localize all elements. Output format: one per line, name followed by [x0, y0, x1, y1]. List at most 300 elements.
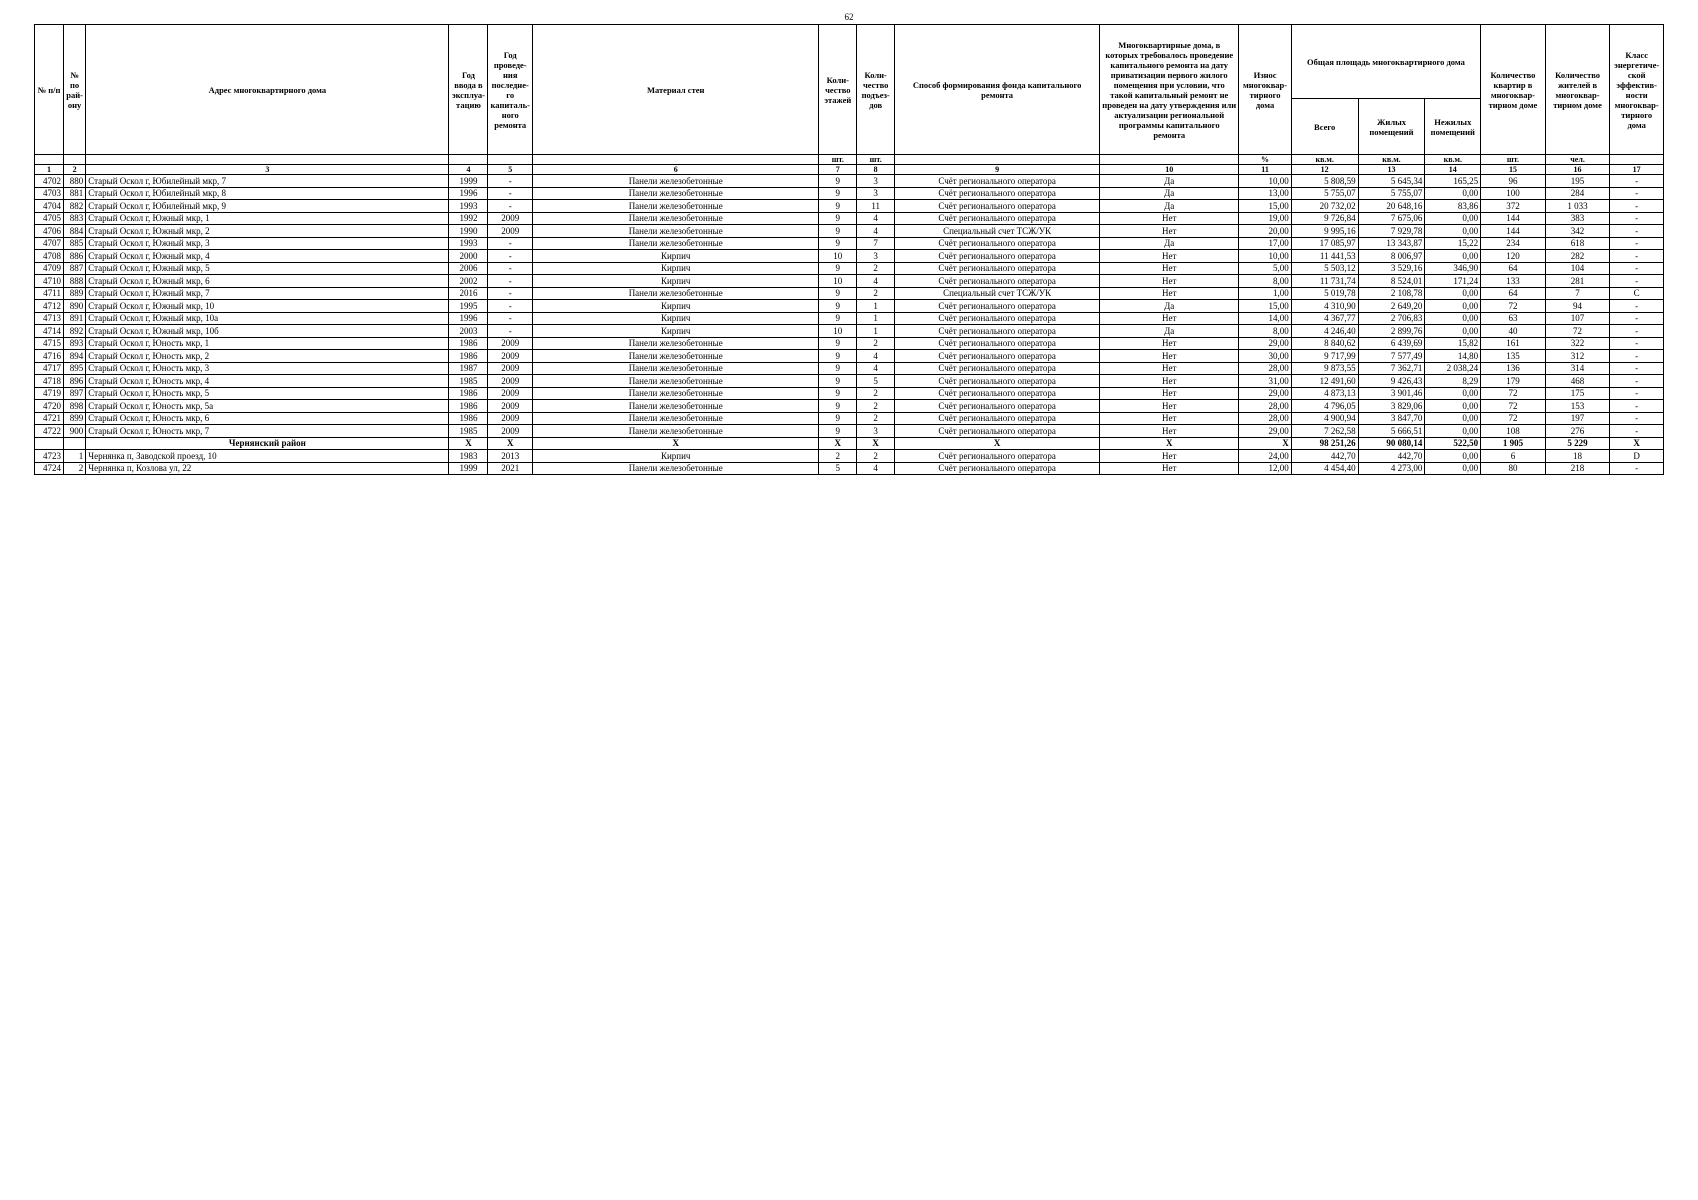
- cell-area-total: 4 310,90: [1291, 300, 1358, 313]
- cell-area-total: 20 732,02: [1291, 200, 1358, 213]
- cell-year-built: 1999: [449, 462, 488, 475]
- cell-entrances: 1: [857, 312, 895, 325]
- page-number: 62: [844, 12, 854, 22]
- unit-wear: %: [1239, 155, 1291, 165]
- cell-fund: Счёт регионального оператора: [895, 262, 1100, 275]
- header-year-repair: Год проведе-ния последне-го капиталь-ного ремонта: [488, 25, 533, 155]
- cell-fund: Счёт регионального оператора: [895, 462, 1100, 475]
- cell-entrances: 2: [857, 400, 895, 413]
- cell-district-num: 893: [63, 337, 85, 350]
- cell-wear: 28,00: [1239, 362, 1291, 375]
- cell-year-repair: 2009: [488, 400, 533, 413]
- cell-district-num: 898: [63, 400, 85, 413]
- cell-area-living: 20 648,16: [1358, 200, 1425, 213]
- cell-npp: [35, 437, 64, 450]
- cell-energy-class: -: [1610, 412, 1664, 425]
- cell-energy-class: -: [1610, 212, 1664, 225]
- cell-residents: 281: [1545, 275, 1610, 288]
- cell-floors: 9: [819, 200, 857, 213]
- cell-wall-material: Кирпич: [533, 300, 819, 313]
- cell-area-total: 5 019,78: [1291, 287, 1358, 300]
- header-npp: № п/п: [35, 25, 64, 155]
- cell-area-nonliving: 83,86: [1425, 200, 1481, 213]
- cell-wall-material: Кирпич: [533, 325, 819, 338]
- cell-repair-required: Нет: [1100, 337, 1239, 350]
- cell-fund: Счёт регионального оператора: [895, 300, 1100, 313]
- cell-year-built: 1990: [449, 225, 488, 238]
- cell-entrances: 4: [857, 362, 895, 375]
- cell-entrances: 4: [857, 225, 895, 238]
- cell-area-nonliving: 0,00: [1425, 387, 1481, 400]
- cell-area-living: 90 080,14: [1358, 437, 1425, 450]
- cell-year-built: 1986: [449, 387, 488, 400]
- unit-area-total: кв.м.: [1291, 155, 1358, 165]
- cell-fund: Счёт регионального оператора: [895, 312, 1100, 325]
- cell-address: Старый Оскол г, Юность мкр, 4: [86, 375, 449, 388]
- cell-year-built: 1996: [449, 312, 488, 325]
- cell-fund: Счёт регионального оператора: [895, 387, 1100, 400]
- cell-wall-material: Панели железобетонные: [533, 237, 819, 250]
- cell-area-total: 4 246,40: [1291, 325, 1358, 338]
- cell-energy-class: -: [1610, 375, 1664, 388]
- header-year-built: Год ввода в эксплуа-тацию: [449, 25, 488, 155]
- col-number: 17: [1610, 165, 1664, 175]
- cell-energy-class: -: [1610, 250, 1664, 263]
- cell-area-total: 4 873,13: [1291, 387, 1358, 400]
- cell-area-living: 7 675,06: [1358, 212, 1425, 225]
- cell-district-num: 896: [63, 375, 85, 388]
- cell-energy-class: -: [1610, 187, 1664, 200]
- cell-npp: 4707: [35, 237, 64, 250]
- district-row: [35, 437, 1664, 450]
- cell-address: Старый Оскол г, Южный мкр, 10: [86, 300, 449, 313]
- cell-year-built: 2016: [449, 287, 488, 300]
- cell-wear: 14,00: [1239, 312, 1291, 325]
- cell-wall-material: Кирпич: [533, 262, 819, 275]
- cell-area-total: 442,70: [1291, 450, 1358, 463]
- cell-npp: 4709: [35, 262, 64, 275]
- table-row: [35, 350, 1664, 363]
- cell-entrances: 3: [857, 425, 895, 438]
- cell-npp: 4716: [35, 350, 64, 363]
- cell-address: Старый Оскол г, Южный мкр, 10а: [86, 312, 449, 325]
- cell-residents: 284: [1545, 187, 1610, 200]
- cell-apartments: 372: [1481, 200, 1546, 213]
- col-number: 9: [895, 165, 1100, 175]
- cell-fund: Специальный счет ТСЖ/УК: [895, 225, 1100, 238]
- cell-area-total: 9 995,16: [1291, 225, 1358, 238]
- cell-area-nonliving: 522,50: [1425, 437, 1481, 450]
- cell-area-living: 2 649,20: [1358, 300, 1425, 313]
- cell-wall-material: Панели железобетонные: [533, 412, 819, 425]
- cell-floors: 9: [819, 425, 857, 438]
- cell-district-num: 888: [63, 275, 85, 288]
- cell-year-built: 1986: [449, 400, 488, 413]
- cell-floors: 9: [819, 225, 857, 238]
- col-number: 3: [86, 165, 449, 175]
- cell-wall-material: Панели железобетонные: [533, 362, 819, 375]
- cell-energy-class: -: [1610, 462, 1664, 475]
- header-residents: Количество жителей в многоквар-тирном доме: [1545, 25, 1610, 155]
- cell-floors: 9: [819, 237, 857, 250]
- cell-year-built: 1985: [449, 425, 488, 438]
- cell-wear: 1,00: [1239, 287, 1291, 300]
- cell-floors: 9: [819, 312, 857, 325]
- cell-wall-material: X: [533, 437, 819, 450]
- cell-npp: 4720: [35, 400, 64, 413]
- cell-area-living: 5 645,34: [1358, 175, 1425, 188]
- cell-fund: Счёт регионального оператора: [895, 212, 1100, 225]
- cell-residents: 72: [1545, 325, 1610, 338]
- cell-year-repair: 2009: [488, 375, 533, 388]
- cell-energy-class: -: [1610, 262, 1664, 275]
- cell-address: Старый Оскол г, Юность мкр, 2: [86, 350, 449, 363]
- col-number: 14: [1425, 165, 1481, 175]
- cell-entrances: 2: [857, 262, 895, 275]
- cell-wear: 13,00: [1239, 187, 1291, 200]
- cell-year-repair: 2009: [488, 337, 533, 350]
- cell-apartments: 80: [1481, 462, 1546, 475]
- cell-district-num: 889: [63, 287, 85, 300]
- cell-residents: 18: [1545, 450, 1610, 463]
- cell-area-nonliving: 14,80: [1425, 350, 1481, 363]
- cell-apartments: 133: [1481, 275, 1546, 288]
- header-fund: Способ формирования фонда капитального ремонта: [895, 25, 1100, 155]
- cell-year-repair: 2021: [488, 462, 533, 475]
- cell-area-total: 5 808,59: [1291, 175, 1358, 188]
- cell-floors: 9: [819, 362, 857, 375]
- cell-apartments: 72: [1481, 400, 1546, 413]
- table-row: [35, 450, 1664, 463]
- cell-area-total: 7 262,58: [1291, 425, 1358, 438]
- cell-year-repair: -: [488, 300, 533, 313]
- cell-apartments: 6: [1481, 450, 1546, 463]
- cell-residents: 276: [1545, 425, 1610, 438]
- cell-repair-required: Нет: [1100, 412, 1239, 425]
- cell-area-nonliving: 15,22: [1425, 237, 1481, 250]
- header-wall-material: Материал стен: [533, 25, 819, 155]
- cell-area-living: 2 899,76: [1358, 325, 1425, 338]
- cell-floors: 5: [819, 462, 857, 475]
- cell-address: Старый Оскол г, Юбилейный мкр, 9: [86, 200, 449, 213]
- cell-area-nonliving: 171,24: [1425, 275, 1481, 288]
- cell-year-built: 2006: [449, 262, 488, 275]
- cell-npp: 4714: [35, 325, 64, 338]
- table-row: [35, 425, 1664, 438]
- table-row: [35, 200, 1664, 213]
- cell-floors: 9: [819, 287, 857, 300]
- cell-year-repair: -: [488, 262, 533, 275]
- cell-address: Чернянка п, Козлова ул, 22: [86, 462, 449, 475]
- table-row: [35, 362, 1664, 375]
- cell-year-built: 1985: [449, 375, 488, 388]
- housing-register-table: [34, 24, 1664, 475]
- cell-apartments: 144: [1481, 212, 1546, 225]
- table-row: [35, 387, 1664, 400]
- cell-repair-required: Да: [1100, 187, 1239, 200]
- cell-year-repair: 2009: [488, 425, 533, 438]
- cell-floors: 10: [819, 325, 857, 338]
- cell-residents: 1 033: [1545, 200, 1610, 213]
- header-floors: Коли-чество этажей: [819, 25, 857, 155]
- cell-fund: Счёт регионального оператора: [895, 425, 1100, 438]
- cell-residents: 618: [1545, 237, 1610, 250]
- cell-fund: Счёт регионального оператора: [895, 350, 1100, 363]
- cell-year-repair: 2009: [488, 212, 533, 225]
- table-row: [35, 175, 1664, 188]
- cell-area-nonliving: 0,00: [1425, 250, 1481, 263]
- header-area-living: Жилых помещений: [1358, 99, 1425, 155]
- cell-year-repair: -: [488, 250, 533, 263]
- cell-area-living: 7 362,71: [1358, 362, 1425, 375]
- cell-energy-class: -: [1610, 312, 1664, 325]
- cell-npp: 4715: [35, 337, 64, 350]
- cell-wall-material: Панели железобетонные: [533, 200, 819, 213]
- cell-npp: 4713: [35, 312, 64, 325]
- header-apartments: Количество квартир в многоквар-тирном доме: [1481, 25, 1546, 155]
- cell-residents: 153: [1545, 400, 1610, 413]
- cell-fund: Счёт регионального оператора: [895, 362, 1100, 375]
- cell-repair-required: Нет: [1100, 250, 1239, 263]
- unit-entrances: шт.: [857, 155, 895, 165]
- cell-year-built: 1986: [449, 350, 488, 363]
- cell-repair-required: Нет: [1100, 425, 1239, 438]
- cell-address: Старый Оскол г, Южный мкр, 3: [86, 237, 449, 250]
- cell-wear: X: [1239, 437, 1291, 450]
- cell-residents: 94: [1545, 300, 1610, 313]
- cell-energy-class: -: [1610, 300, 1664, 313]
- table-row: [35, 312, 1664, 325]
- cell-wear: 20,00: [1239, 225, 1291, 238]
- cell-address: Чернянка п, Заводской проезд, 10: [86, 450, 449, 463]
- cell-area-living: 9 426,43: [1358, 375, 1425, 388]
- cell-repair-required: Нет: [1100, 225, 1239, 238]
- header-area-nonliving: Нежилых помещений: [1425, 99, 1481, 155]
- cell-residents: 282: [1545, 250, 1610, 263]
- cell-area-nonliving: 0,00: [1425, 412, 1481, 425]
- cell-energy-class: -: [1610, 325, 1664, 338]
- cell-wear: 8,00: [1239, 325, 1291, 338]
- cell-wear: 5,00: [1239, 262, 1291, 275]
- cell-energy-class: -: [1610, 225, 1664, 238]
- cell-area-total: 17 085,97: [1291, 237, 1358, 250]
- cell-repair-required: Нет: [1100, 450, 1239, 463]
- cell-floors: 9: [819, 375, 857, 388]
- cell-fund: Счёт регионального оператора: [895, 175, 1100, 188]
- cell-wear: 19,00: [1239, 212, 1291, 225]
- cell-year-built: 1993: [449, 237, 488, 250]
- cell-wear: 8,00: [1239, 275, 1291, 288]
- cell-residents: 175: [1545, 387, 1610, 400]
- cell-repair-required: Нет: [1100, 275, 1239, 288]
- cell-apartments: 72: [1481, 412, 1546, 425]
- cell-year-built: 2003: [449, 325, 488, 338]
- cell-area-total: 11 441,53: [1291, 250, 1358, 263]
- cell-wall-material: Панели железобетонные: [533, 425, 819, 438]
- cell-floors: 9: [819, 337, 857, 350]
- table-row: [35, 375, 1664, 388]
- cell-floors: 9: [819, 175, 857, 188]
- cell-area-nonliving: 8,29: [1425, 375, 1481, 388]
- cell-repair-required: Нет: [1100, 350, 1239, 363]
- cell-repair-required: Нет: [1100, 262, 1239, 275]
- table-row: [35, 187, 1664, 200]
- cell-area-living: 5 666,51: [1358, 425, 1425, 438]
- cell-repair-required: Да: [1100, 325, 1239, 338]
- cell-floors: 9: [819, 400, 857, 413]
- cell-energy-class: X: [1610, 437, 1664, 450]
- cell-wear: 12,00: [1239, 462, 1291, 475]
- cell-residents: 322: [1545, 337, 1610, 350]
- cell-area-total: 4 454,40: [1291, 462, 1358, 475]
- cell-area-total: 11 731,74: [1291, 275, 1358, 288]
- cell-year-repair: 2009: [488, 362, 533, 375]
- cell-energy-class: -: [1610, 337, 1664, 350]
- header-repair-required: Многоквартирные дома, в которых требовалось проведение капитального ремонта на дату приватизации первого жилого помещения при условии, что такой капитальный ремонт не проведен на дату утверждения или актуализации региональной программы капитального ремонта: [1100, 25, 1239, 155]
- cell-area-nonliving: 0,00: [1425, 312, 1481, 325]
- cell-wear: 31,00: [1239, 375, 1291, 388]
- cell-year-repair: -: [488, 312, 533, 325]
- col-number: 5: [488, 165, 533, 175]
- cell-npp: 4717: [35, 362, 64, 375]
- cell-floors: 9: [819, 350, 857, 363]
- cell-entrances: 2: [857, 450, 895, 463]
- table-row: [35, 212, 1664, 225]
- cell-district-num: 890: [63, 300, 85, 313]
- cell-year-built: 2002: [449, 275, 488, 288]
- cell-year-repair: -: [488, 275, 533, 288]
- cell-energy-class: С: [1610, 287, 1664, 300]
- cell-area-total: 4 796,05: [1291, 400, 1358, 413]
- cell-area-living: 3 847,70: [1358, 412, 1425, 425]
- cell-address: Старый Оскол г, Южный мкр, 10б: [86, 325, 449, 338]
- cell-year-repair: -: [488, 325, 533, 338]
- cell-wall-material: Панели железобетонные: [533, 387, 819, 400]
- cell-area-total: 98 251,26: [1291, 437, 1358, 450]
- cell-wall-material: Кирпич: [533, 250, 819, 263]
- cell-repair-required: Нет: [1100, 387, 1239, 400]
- cell-area-total: 9 873,55: [1291, 362, 1358, 375]
- cell-wall-material: Панели железобетонные: [533, 187, 819, 200]
- cell-fund: Специальный счет ТСЖ/УК: [895, 287, 1100, 300]
- cell-address: Чернянский район: [86, 437, 449, 450]
- cell-wear: 10,00: [1239, 175, 1291, 188]
- col-number: 8: [857, 165, 895, 175]
- cell-npp: 4722: [35, 425, 64, 438]
- cell-wall-material: Кирпич: [533, 312, 819, 325]
- cell-area-living: 7 577,49: [1358, 350, 1425, 363]
- cell-entrances: 4: [857, 212, 895, 225]
- cell-area-living: 2 706,83: [1358, 312, 1425, 325]
- table-row: [35, 412, 1664, 425]
- cell-address: Старый Оскол г, Юбилейный мкр, 7: [86, 175, 449, 188]
- cell-year-built: 2000: [449, 250, 488, 263]
- cell-fund: Счёт регионального оператора: [895, 250, 1100, 263]
- cell-district-num: 897: [63, 387, 85, 400]
- cell-area-nonliving: 0,00: [1425, 450, 1481, 463]
- cell-apartments: 1 905: [1481, 437, 1546, 450]
- cell-residents: 104: [1545, 262, 1610, 275]
- cell-year-repair: 2009: [488, 387, 533, 400]
- cell-entrances: 11: [857, 200, 895, 213]
- cell-apartments: 64: [1481, 262, 1546, 275]
- table-body: [35, 175, 1664, 475]
- cell-year-built: 1987: [449, 362, 488, 375]
- cell-repair-required: Да: [1100, 175, 1239, 188]
- cell-district-num: 899: [63, 412, 85, 425]
- cell-area-nonliving: 0,00: [1425, 212, 1481, 225]
- cell-repair-required: Нет: [1100, 287, 1239, 300]
- col-number: 13: [1358, 165, 1425, 175]
- cell-residents: 107: [1545, 312, 1610, 325]
- cell-year-built: 1986: [449, 337, 488, 350]
- cell-entrances: 2: [857, 337, 895, 350]
- cell-npp: 4724: [35, 462, 64, 475]
- col-number: 1: [35, 165, 64, 175]
- col-number: 15: [1481, 165, 1546, 175]
- cell-wear: 24,00: [1239, 450, 1291, 463]
- cell-year-built: 1983: [449, 450, 488, 463]
- cell-area-nonliving: 0,00: [1425, 425, 1481, 438]
- cell-floors: 9: [819, 187, 857, 200]
- cell-area-living: 442,70: [1358, 450, 1425, 463]
- table-row: [35, 300, 1664, 313]
- cell-year-repair: -: [488, 287, 533, 300]
- cell-entrances: X: [857, 437, 895, 450]
- cell-floors: 10: [819, 275, 857, 288]
- cell-wear: 29,00: [1239, 425, 1291, 438]
- cell-fund: Счёт регионального оператора: [895, 325, 1100, 338]
- cell-residents: 195: [1545, 175, 1610, 188]
- cell-apartments: 144: [1481, 225, 1546, 238]
- cell-npp: 4706: [35, 225, 64, 238]
- cell-year-repair: X: [488, 437, 533, 450]
- column-numbers-row: [35, 165, 1664, 175]
- cell-area-nonliving: 0,00: [1425, 287, 1481, 300]
- cell-residents: 312: [1545, 350, 1610, 363]
- cell-wear: 15,00: [1239, 300, 1291, 313]
- cell-entrances: 1: [857, 325, 895, 338]
- header-wear: Износ многоквар-тирного дома: [1239, 25, 1291, 155]
- cell-energy-class: -: [1610, 400, 1664, 413]
- cell-repair-required: Нет: [1100, 212, 1239, 225]
- cell-year-repair: 2009: [488, 412, 533, 425]
- cell-wall-material: Панели железобетонные: [533, 400, 819, 413]
- cell-address: Старый Оскол г, Юность мкр, 6: [86, 412, 449, 425]
- cell-year-built: 1996: [449, 187, 488, 200]
- cell-area-living: 8 006,97: [1358, 250, 1425, 263]
- cell-apartments: 72: [1481, 387, 1546, 400]
- cell-floors: 9: [819, 262, 857, 275]
- cell-area-nonliving: 0,00: [1425, 462, 1481, 475]
- cell-fund: Счёт регионального оператора: [895, 200, 1100, 213]
- cell-repair-required: Нет: [1100, 462, 1239, 475]
- cell-area-total: 5 755,07: [1291, 187, 1358, 200]
- cell-wall-material: Панели железобетонные: [533, 337, 819, 350]
- cell-district-num: 894: [63, 350, 85, 363]
- cell-district-num: [63, 437, 85, 450]
- cell-wall-material: Панели железобетонные: [533, 225, 819, 238]
- cell-district-num: 900: [63, 425, 85, 438]
- cell-area-living: 3 529,16: [1358, 262, 1425, 275]
- cell-address: Старый Оскол г, Южный мкр, 1: [86, 212, 449, 225]
- cell-year-repair: 2013: [488, 450, 533, 463]
- cell-area-nonliving: 2 038,24: [1425, 362, 1481, 375]
- cell-repair-required: Нет: [1100, 312, 1239, 325]
- header-area-group: Общая площадь многоквартирного дома: [1291, 25, 1480, 99]
- cell-floors: 2: [819, 450, 857, 463]
- cell-floors: X: [819, 437, 857, 450]
